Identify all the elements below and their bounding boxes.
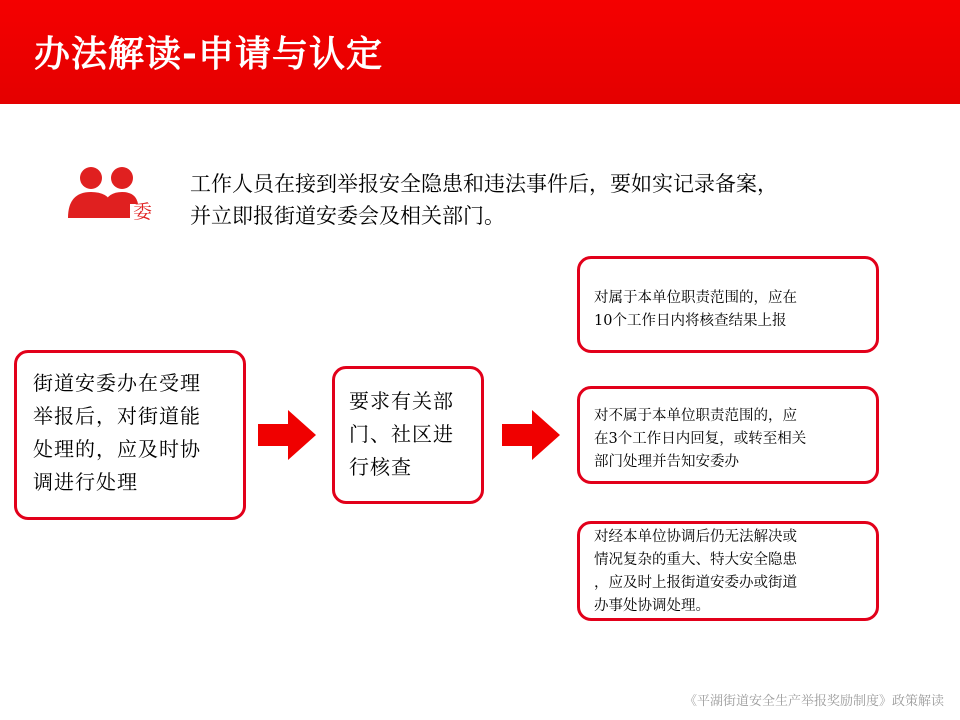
footer-caption: 《平湖街道安全生产举报奖励制度》政策解读 (683, 694, 944, 709)
header-bar (0, 0, 960, 104)
arrow-right-icon (258, 410, 316, 460)
step-line: 行核查 (349, 455, 412, 479)
page-title: 办法解读-申请与认定 (34, 34, 383, 75)
step-line: 举报后，对街道能 (33, 404, 201, 428)
outcome-line: 对属于本单位职责范围的，应在 (594, 290, 797, 306)
outcome-line: 在3个工作日内回复，或转至相关 (594, 431, 807, 447)
step-line: 门、社区进 (349, 422, 454, 446)
step-line: 处理的，应及时协 (33, 437, 201, 461)
step-line: 街道安委办在受理 (33, 371, 201, 395)
outcome-escalate (577, 521, 879, 621)
intro-line: 并立即报街道安委会及相关部门。 (190, 204, 505, 228)
logo-character: 委 (133, 201, 153, 223)
arrow-right-icon (502, 410, 560, 460)
outcome-outside-scope (577, 386, 879, 484)
outcome-line: 对不属于本单位职责范围的，应 (594, 408, 797, 424)
outcome-line: 办事处协调处理。 (594, 598, 710, 614)
outcome-within-scope (577, 256, 879, 353)
step-line: 要求有关部 (349, 389, 454, 413)
outcome-line: ，应及时上报街道安委办或街道 (594, 575, 797, 591)
intro-line: 工作人员在接到举报安全隐患和违法事件后，要如实记录备案， (190, 172, 778, 196)
outcome-line: 情况复杂的重大、特大安全隐患 (594, 552, 797, 568)
outcome-line: 10个工作日内将核查结果上报 (594, 313, 787, 329)
flow-step-verify (332, 366, 484, 504)
step-line: 调进行处理 (33, 470, 138, 494)
flow-step-receive (14, 350, 246, 520)
outcome-line: 对经本单位协调后仍无法解决或 (594, 529, 797, 545)
intro-text (190, 168, 890, 232)
outcome-line: 部门处理并告知安委办 (594, 454, 739, 470)
